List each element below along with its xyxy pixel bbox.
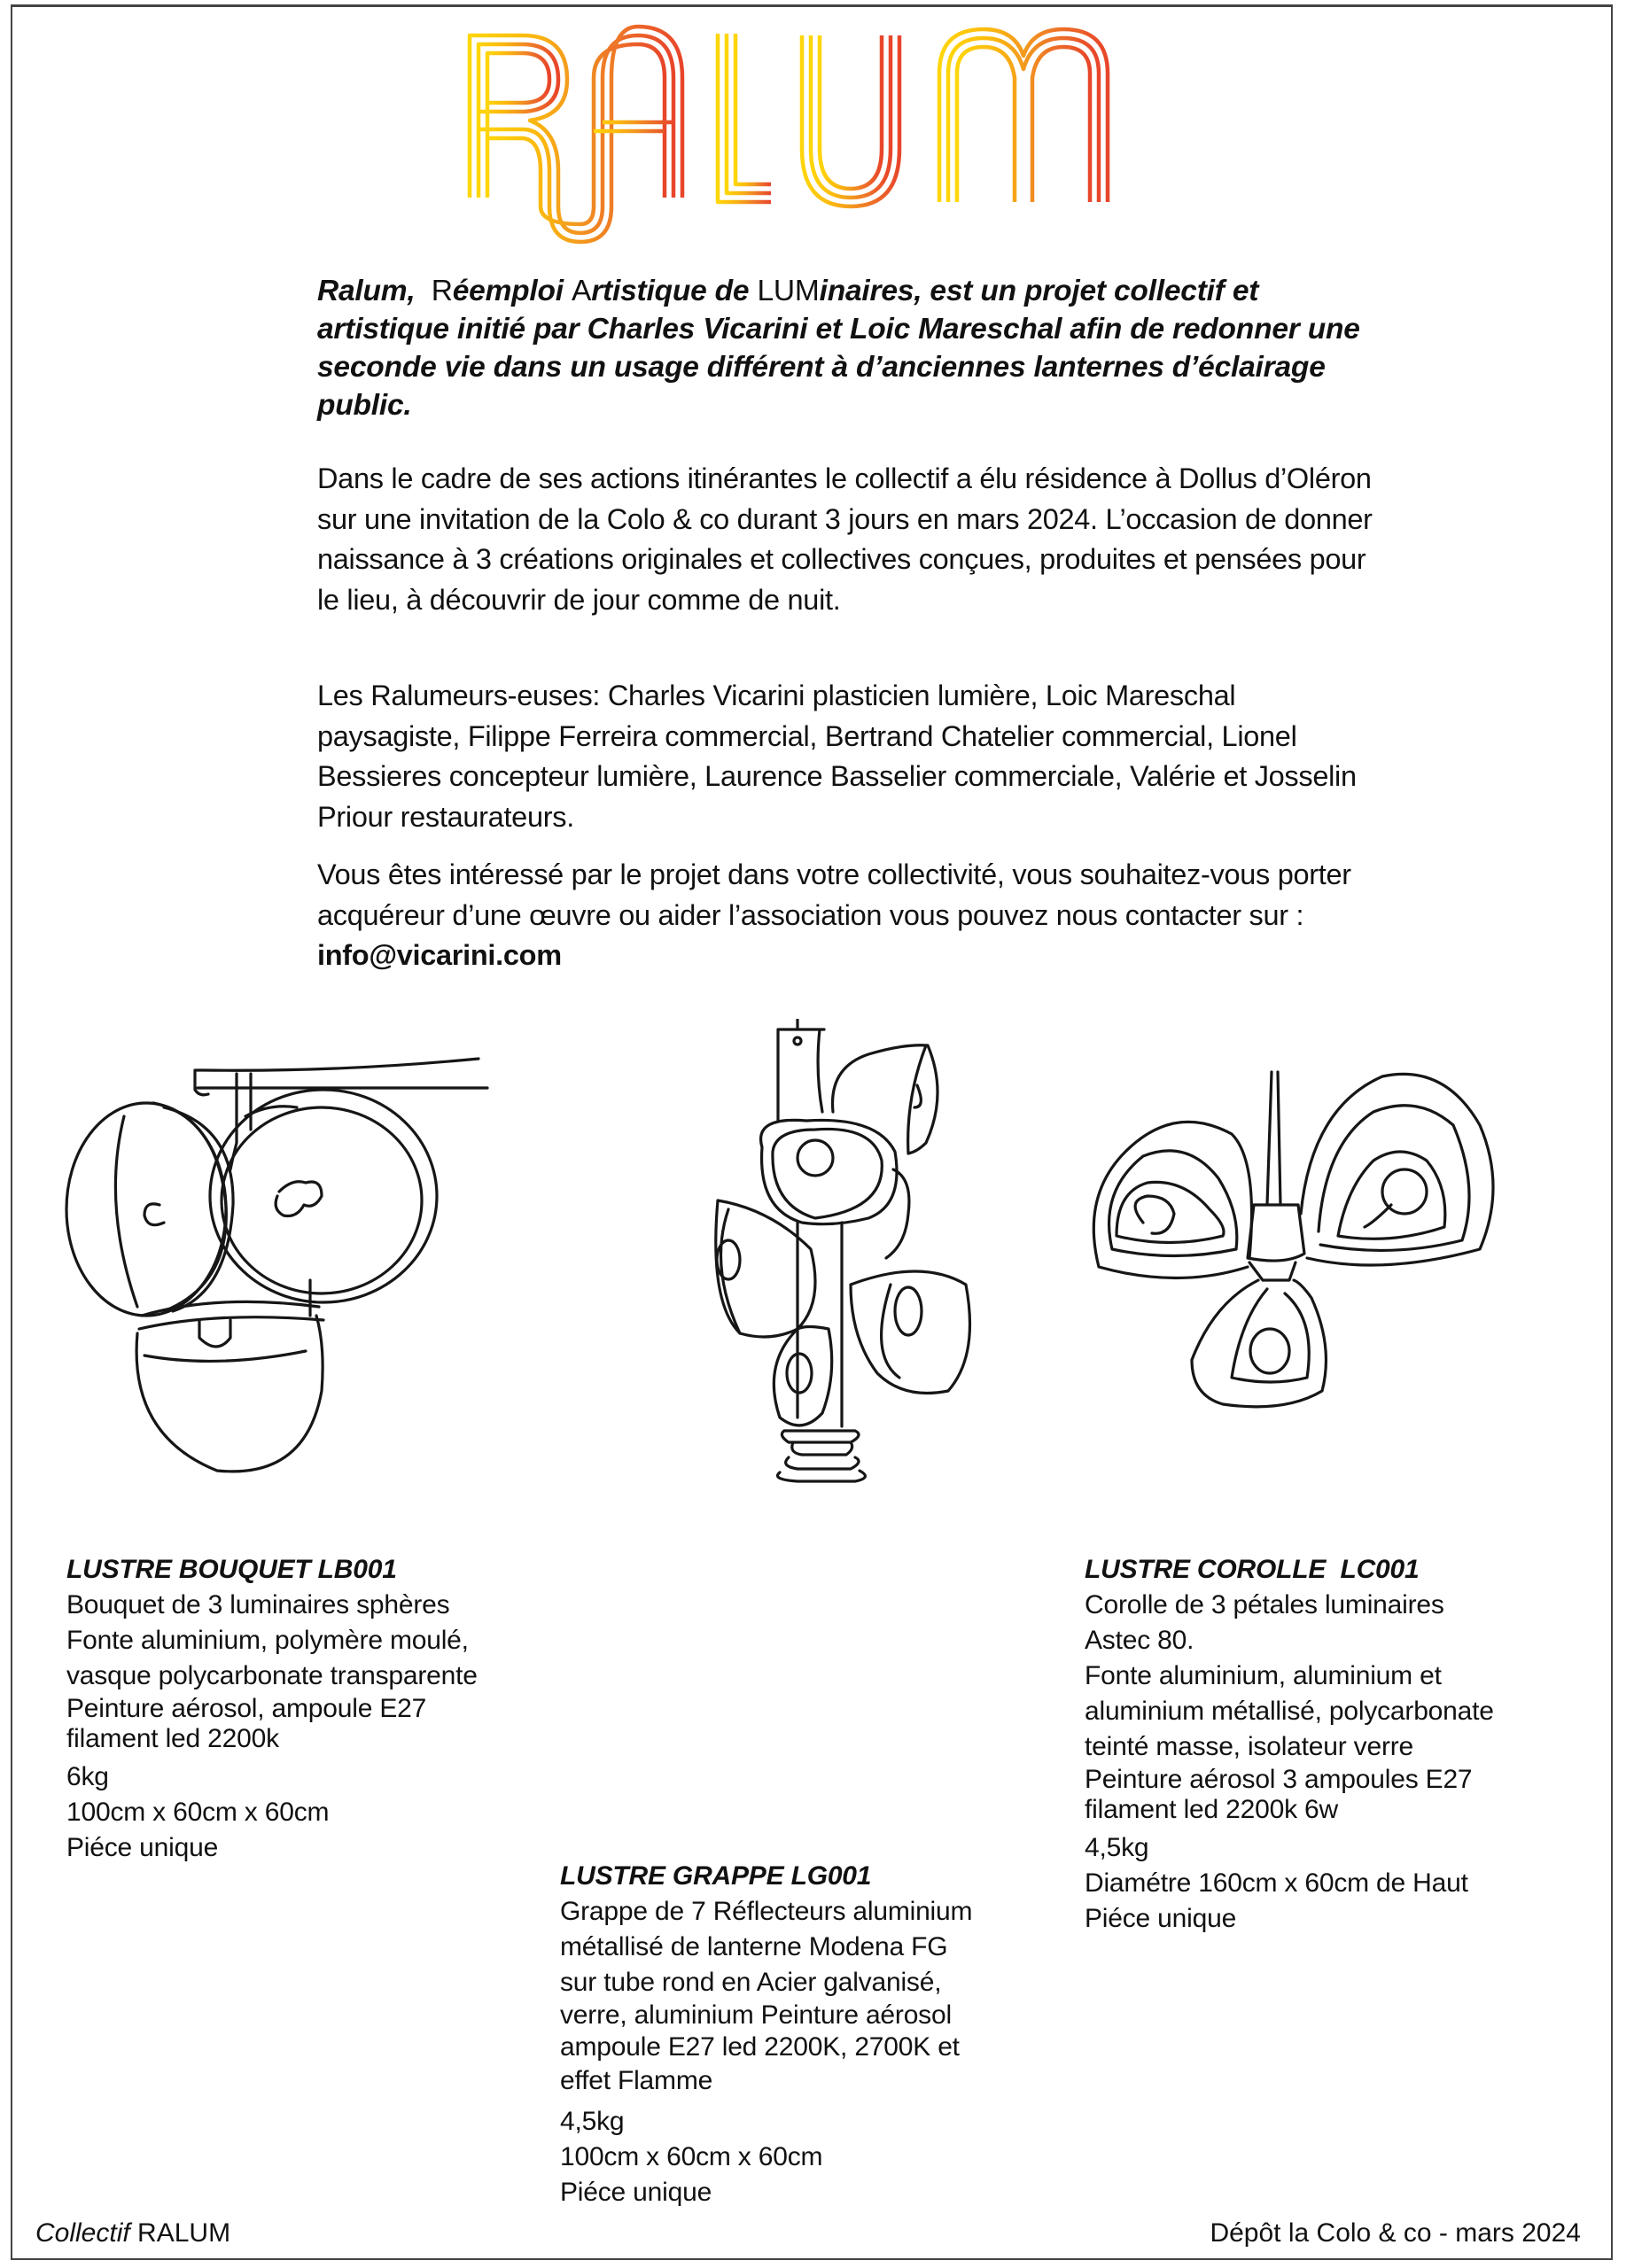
logo-letter-r	[470, 27, 682, 242]
intro-ralum: Ralum,	[317, 275, 416, 307]
product-dimensions: 100cm x 60cm x 60cm	[66, 1798, 330, 1827]
product-title: LUSTRE GRAPPE LG001	[560, 1861, 872, 1891]
product-lustre-grappe	[560, 1859, 1065, 2210]
product-description-line: Peinture aérosol, ampoule E27	[66, 1694, 427, 1723]
contact-text: Vous êtes intéressé par le projet dans votre collectivité, vous souhaitez-vous porter acquéreur d’une œuvre ou aider l’association vous pouvez nous contacter sur :	[317, 858, 1351, 931]
product-description-line: Peinture aérosol 3 ampoules E27	[1085, 1765, 1473, 1794]
members-paragraph: Les Ralumeurs-euses: Charles Vicarini plasticien lumière, Loic Mareschal paysagiste, Filippe Ferreira commercial, Bertrand Chatelier commercial, Lionel Bessieres concepteur lumière, Laurence Basselier commerciale, Valérie et Josselin Priour restaurateurs.	[317, 680, 1357, 833]
product-description-line: vasque polycarbonate transparente	[66, 1661, 478, 1690]
product-description-line: Grappe de 7 Réflecteurs aluminium	[560, 1897, 973, 1926]
product-description-line: filament led 2200k 6w	[1085, 1795, 1338, 1824]
product-description-line: métallisé de lanterne Modena FG	[560, 1932, 948, 1961]
intro-paragraph	[317, 272, 1389, 424]
intro-r-rest: éemploi	[452, 275, 564, 307]
footer-collective	[35, 2218, 230, 2249]
product-description-line: aluminium métallisé, polycarbonate	[1085, 1697, 1494, 1726]
lustre-grappe-sketch	[673, 1019, 1046, 1852]
intro-a: A	[572, 275, 592, 307]
logo-letter-m	[939, 29, 1108, 202]
product-lustre-bouquet	[66, 1552, 563, 1866]
logo-letter-l	[718, 34, 771, 202]
product-weight: 6kg	[66, 1762, 109, 1791]
product-edition: Piéce unique	[560, 2178, 712, 2207]
product-description-line: Astec 80.	[1085, 1626, 1194, 1655]
footer-collective-name: RALUM	[129, 2218, 231, 2248]
footer-deposit: Dépôt la Colo & co - mars 2024	[1210, 2218, 1581, 2248]
product-title: LUSTRE COROLLE LC001	[1085, 1555, 1420, 1584]
product-description-line: ampoule E27 led 2200K, 2700K et	[560, 2032, 960, 2062]
footer-collective-label: Collectif	[35, 2218, 130, 2248]
product-description-line: teinté masse, isolateur verre	[1085, 1732, 1414, 1761]
product-description-line: filament led 2200k	[66, 1724, 279, 1753]
product-description-line: verre, aluminium Peinture aérosol	[560, 2000, 952, 2030]
product-lustre-corolle	[1085, 1552, 1599, 1937]
intro-a-rest: rtistique de	[591, 275, 750, 307]
product-edition: Piéce unique	[66, 1833, 219, 1862]
product-weight: 4,5kg	[560, 2107, 625, 2136]
product-description-line: sur tube rond en Acier galvanisé,	[560, 1968, 942, 1997]
product-dimensions: 100cm x 60cm x 60cm	[560, 2142, 823, 2171]
logo-letter-u	[802, 35, 899, 206]
product-description-line: Corolle de 3 pétales luminaires	[1085, 1590, 1444, 1619]
contact-paragraph	[317, 855, 1381, 976]
intro-lum-rest: inaires, est un projet collectif et artistique initié par Charles Vicarini et Loic Mareschal afin de redonner une seconde vie dans un usage différent à d’anciennes lanternes d’éclairage public.	[317, 275, 1360, 422]
product-description-line: Bouquet de 3 luminaires sphères	[66, 1590, 450, 1619]
product-dimensions: Diamétre 160cm x 60cm de Haut	[1085, 1868, 1468, 1898]
product-description-line: Fonte aluminium, polymère moulé,	[66, 1626, 469, 1655]
residence-paragraph: Dans le cadre de ses actions itinérantes le collectif a élu résidence à Dollus d’Oléron sur une invitation de la Colo & co durant 3 jours en mars 2024. L’occasion de donner naissance à 3 créations originales et collectives conçues, produites et pensées pour le lieu, à découvrir de jour comme de nuit.	[317, 462, 1373, 616]
product-edition: Piéce unique	[1085, 1904, 1237, 1933]
intro-lum: LUM	[757, 275, 820, 307]
product-weight: 4,5kg	[1085, 1833, 1149, 1862]
product-description-line: Fonte aluminium, aluminium et	[1085, 1661, 1442, 1690]
intro-r: R	[431, 275, 453, 307]
lustre-corolle-sketch	[1090, 1037, 1586, 1497]
lustre-bouquet-sketch	[40, 1019, 572, 1533]
product-title: LUSTRE BOUQUET LB001	[66, 1555, 397, 1584]
ralum-logo	[461, 16, 1117, 246]
contact-email-link[interactable]: info@vicarini.com	[317, 939, 562, 971]
product-description-line: effet Flamme	[560, 2066, 713, 2095]
